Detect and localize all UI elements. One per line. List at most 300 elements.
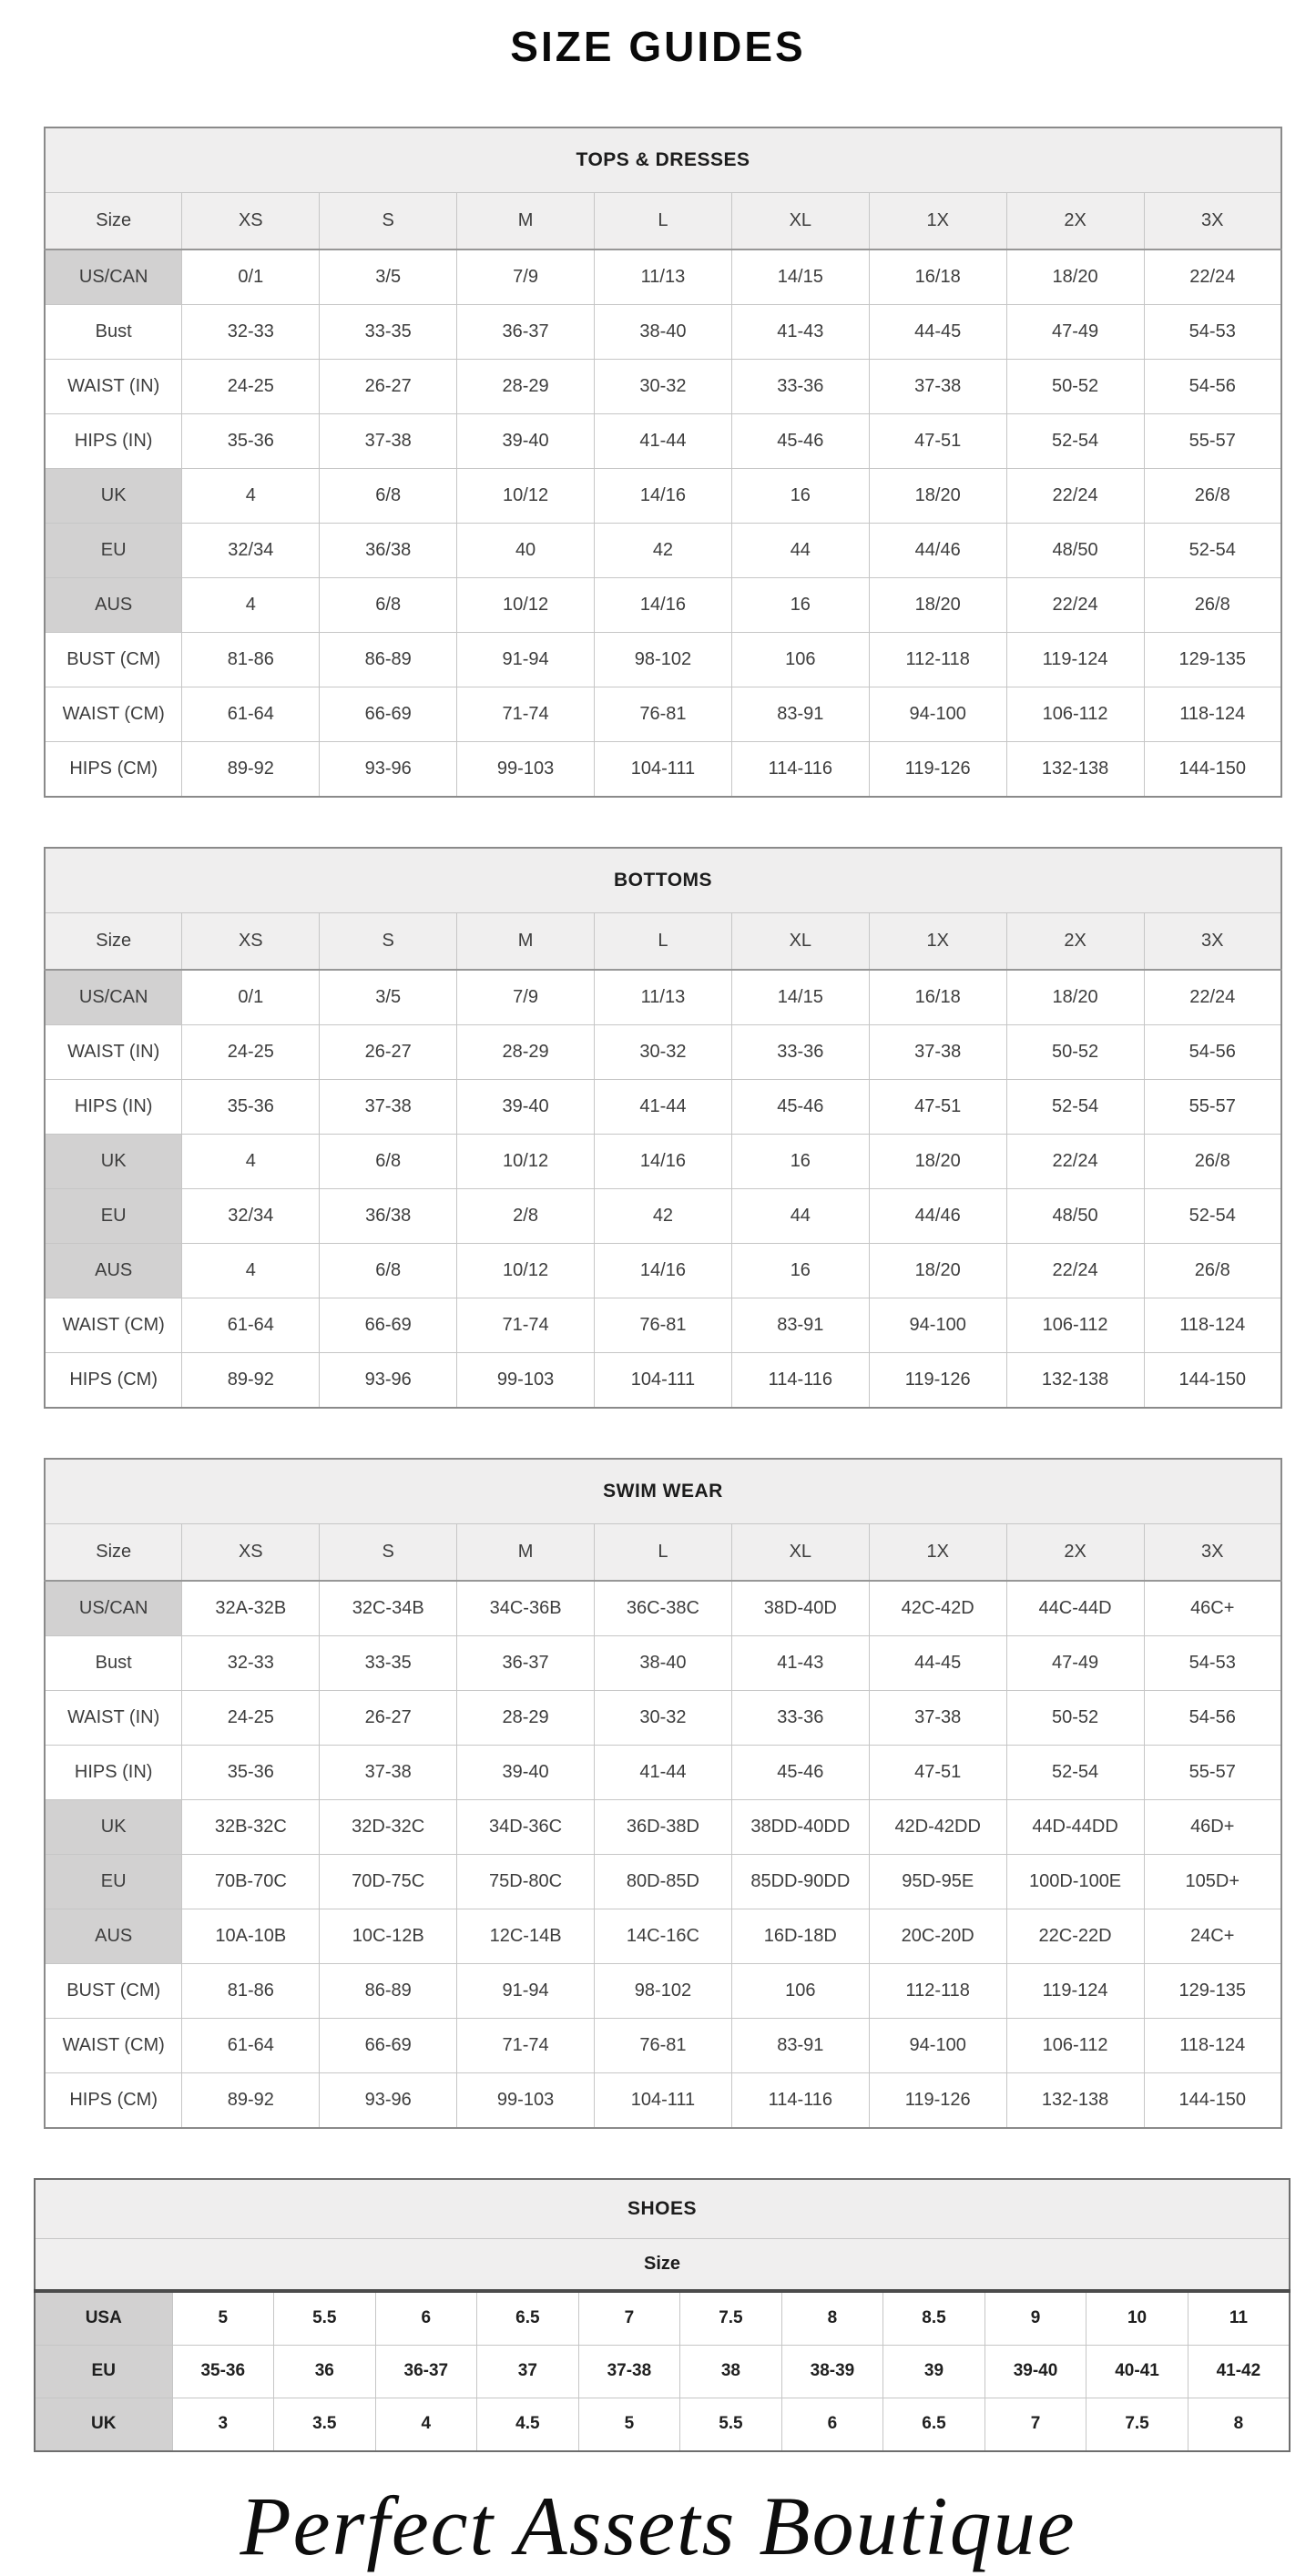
- value-cell: 35-36: [182, 413, 320, 468]
- value-cell: 44-45: [869, 304, 1006, 359]
- size-column-1x: 1X: [869, 1523, 1006, 1581]
- value-cell: 39-40: [984, 2345, 1086, 2398]
- table-title: SWIM WEAR: [45, 1459, 1281, 1524]
- value-cell: 10: [1086, 2291, 1188, 2346]
- row-label: WAIST (IN): [45, 359, 182, 413]
- value-cell: 50-52: [1006, 1690, 1144, 1745]
- value-cell: 33-35: [320, 1635, 457, 1690]
- value-cell: 37-38: [578, 2345, 680, 2398]
- value-cell: 44-45: [869, 1635, 1006, 1690]
- value-cell: 30-32: [595, 1690, 732, 1745]
- value-cell: 5.5: [274, 2291, 376, 2346]
- table-row-hips-in: [45, 1079, 1281, 1134]
- value-cell: 37-38: [869, 359, 1006, 413]
- size-column-m: M: [457, 912, 595, 970]
- table-row-uk: [45, 1799, 1281, 1854]
- value-cell: 44: [731, 523, 869, 577]
- value-cell: 6/8: [320, 468, 457, 523]
- value-cell: 22/24: [1006, 577, 1144, 632]
- value-cell: 18/20: [869, 577, 1006, 632]
- value-cell: 106-112: [1006, 687, 1144, 741]
- value-cell: 71-74: [457, 2018, 595, 2072]
- value-cell: 10/12: [457, 1243, 595, 1298]
- value-cell: 32-33: [182, 304, 320, 359]
- value-cell: 4: [182, 468, 320, 523]
- table-row-waist-cm: [45, 2018, 1281, 2072]
- value-cell: 89-92: [182, 2072, 320, 2128]
- value-cell: 11/13: [595, 970, 732, 1025]
- value-cell: 38-40: [595, 1635, 732, 1690]
- value-cell: 24-25: [182, 359, 320, 413]
- value-cell: 119-124: [1006, 632, 1144, 687]
- value-cell: 16: [731, 1134, 869, 1188]
- value-cell: 42D-42DD: [869, 1799, 1006, 1854]
- value-cell: 33-35: [320, 304, 457, 359]
- row-label: USA: [35, 2291, 172, 2346]
- value-cell: 24C+: [1144, 1909, 1281, 1963]
- size-column-s: S: [320, 192, 457, 249]
- table-row-aus: [45, 1243, 1281, 1298]
- row-label: BUST (CM): [45, 632, 182, 687]
- value-cell: 112-118: [869, 632, 1006, 687]
- value-cell: 34C-36B: [457, 1581, 595, 1636]
- value-cell: 132-138: [1006, 2072, 1144, 2128]
- table-row-bust: [45, 1635, 1281, 1690]
- value-cell: 104-111: [595, 2072, 732, 2128]
- value-cell: 114-116: [731, 2072, 869, 2128]
- value-cell: 76-81: [595, 2018, 732, 2072]
- value-cell: 129-135: [1144, 1963, 1281, 2018]
- value-cell: 8: [1188, 2398, 1290, 2451]
- value-cell: 89-92: [182, 1352, 320, 1408]
- value-cell: 37-38: [320, 413, 457, 468]
- row-label: HIPS (CM): [45, 1352, 182, 1408]
- row-label: EU: [45, 523, 182, 577]
- value-cell: 61-64: [182, 2018, 320, 2072]
- value-cell: 38D-40D: [731, 1581, 869, 1636]
- value-cell: 26-27: [320, 1024, 457, 1079]
- value-cell: 14/15: [731, 249, 869, 305]
- value-cell: 45-46: [731, 413, 869, 468]
- value-cell: 52-54: [1006, 1745, 1144, 1799]
- table-title-row: [45, 1459, 1281, 1524]
- value-cell: 52-54: [1144, 523, 1281, 577]
- size-column-m: M: [457, 192, 595, 249]
- value-cell: 11/13: [595, 249, 732, 305]
- value-cell: 26-27: [320, 1690, 457, 1745]
- value-cell: 41-44: [595, 1079, 732, 1134]
- value-cell: 16D-18D: [731, 1909, 869, 1963]
- table-row-hips-cm: [45, 2072, 1281, 2128]
- row-label: WAIST (CM): [45, 1298, 182, 1352]
- value-cell: 38-40: [595, 304, 732, 359]
- value-cell: 22/24: [1006, 1134, 1144, 1188]
- size-column-xs: XS: [182, 912, 320, 970]
- value-cell: 95D-95E: [869, 1854, 1006, 1909]
- size-header-row: [45, 912, 1281, 970]
- row-label: US/CAN: [45, 970, 182, 1025]
- size-column-l: L: [595, 912, 732, 970]
- value-cell: 81-86: [182, 1963, 320, 2018]
- value-cell: 54-56: [1144, 1690, 1281, 1745]
- table-row-waist-in: [45, 1690, 1281, 1745]
- value-cell: 18/20: [869, 1243, 1006, 1298]
- value-cell: 83-91: [731, 687, 869, 741]
- value-cell: 26/8: [1144, 577, 1281, 632]
- value-cell: 55-57: [1144, 1079, 1281, 1134]
- value-cell: 36-37: [375, 2345, 477, 2398]
- value-cell: 6/8: [320, 1134, 457, 1188]
- value-cell: 5: [578, 2398, 680, 2451]
- value-cell: 44D-44DD: [1006, 1799, 1144, 1854]
- value-cell: 114-116: [731, 1352, 869, 1408]
- value-cell: 106: [731, 632, 869, 687]
- value-cell: 7.5: [680, 2291, 782, 2346]
- value-cell: 39-40: [457, 1745, 595, 1799]
- row-label: EU: [45, 1188, 182, 1243]
- value-cell: 105D+: [1144, 1854, 1281, 1909]
- value-cell: 2/8: [457, 1188, 595, 1243]
- value-cell: 100D-100E: [1006, 1854, 1144, 1909]
- row-label: WAIST (CM): [45, 687, 182, 741]
- value-cell: 94-100: [869, 687, 1006, 741]
- value-cell: 32B-32C: [182, 1799, 320, 1854]
- row-label: UK: [35, 2398, 172, 2451]
- row-label: WAIST (IN): [45, 1024, 182, 1079]
- table-row-us-can: [45, 1581, 1281, 1636]
- value-cell: 144-150: [1144, 741, 1281, 797]
- value-cell: 66-69: [320, 2018, 457, 2072]
- value-cell: 41-43: [731, 1635, 869, 1690]
- value-cell: 4: [182, 1134, 320, 1188]
- value-cell: 6.5: [883, 2398, 985, 2451]
- size-column-2x: 2X: [1006, 1523, 1144, 1581]
- size-header-label: Size: [35, 2238, 1290, 2291]
- value-cell: 24-25: [182, 1024, 320, 1079]
- value-cell: 70B-70C: [182, 1854, 320, 1909]
- table-row-eu: [35, 2345, 1290, 2398]
- value-cell: 14/15: [731, 970, 869, 1025]
- value-cell: 45-46: [731, 1079, 869, 1134]
- value-cell: 42: [595, 1188, 732, 1243]
- row-label: Bust: [45, 304, 182, 359]
- table-row-eu: [45, 1854, 1281, 1909]
- value-cell: 4: [182, 577, 320, 632]
- row-label: WAIST (IN): [45, 1690, 182, 1745]
- value-cell: 14/16: [595, 468, 732, 523]
- value-cell: 44: [731, 1188, 869, 1243]
- size-column-xl: XL: [731, 192, 869, 249]
- value-cell: 36-37: [457, 304, 595, 359]
- value-cell: 16/18: [869, 970, 1006, 1025]
- value-cell: 39: [883, 2345, 985, 2398]
- size-header-label: Size: [45, 1523, 182, 1581]
- table-row-aus: [45, 577, 1281, 632]
- value-cell: 4: [375, 2398, 477, 2451]
- value-cell: 10C-12B: [320, 1909, 457, 1963]
- value-cell: 24-25: [182, 1690, 320, 1745]
- value-cell: 104-111: [595, 1352, 732, 1408]
- size-column-xs: XS: [182, 192, 320, 249]
- size-header-label: Size: [45, 192, 182, 249]
- table-row-hips-cm: [45, 741, 1281, 797]
- value-cell: 32/34: [182, 1188, 320, 1243]
- value-cell: 3/5: [320, 970, 457, 1025]
- value-cell: 4: [182, 1243, 320, 1298]
- row-label: EU: [45, 1854, 182, 1909]
- value-cell: 118-124: [1144, 2018, 1281, 2072]
- value-cell: 26/8: [1144, 1134, 1281, 1188]
- row-label: AUS: [45, 1243, 182, 1298]
- value-cell: 0/1: [182, 970, 320, 1025]
- row-label: UK: [45, 1134, 182, 1188]
- value-cell: 132-138: [1006, 741, 1144, 797]
- value-cell: 6.5: [477, 2291, 579, 2346]
- value-cell: 28-29: [457, 1690, 595, 1745]
- value-cell: 36-37: [457, 1635, 595, 1690]
- value-cell: 7: [578, 2291, 680, 2346]
- value-cell: 10/12: [457, 577, 595, 632]
- size-column-l: L: [595, 192, 732, 249]
- size-header-label: Size: [45, 912, 182, 970]
- value-cell: 66-69: [320, 687, 457, 741]
- value-cell: 26-27: [320, 359, 457, 413]
- table-row-aus: [45, 1909, 1281, 1963]
- value-cell: 42: [595, 523, 732, 577]
- value-cell: 52-54: [1006, 1079, 1144, 1134]
- row-label: US/CAN: [45, 1581, 182, 1636]
- size-table-swim-wear: [44, 1458, 1282, 2129]
- row-label: WAIST (CM): [45, 2018, 182, 2072]
- value-cell: 39-40: [457, 413, 595, 468]
- row-label: EU: [35, 2345, 172, 2398]
- value-cell: 99-103: [457, 741, 595, 797]
- value-cell: 10/12: [457, 468, 595, 523]
- table-title: BOTTOMS: [45, 848, 1281, 913]
- row-label: AUS: [45, 1909, 182, 1963]
- value-cell: 32/34: [182, 523, 320, 577]
- value-cell: 99-103: [457, 1352, 595, 1408]
- row-label: Bust: [45, 1635, 182, 1690]
- value-cell: 94-100: [869, 2018, 1006, 2072]
- value-cell: 70D-75C: [320, 1854, 457, 1909]
- size-header-row: [45, 1523, 1281, 1581]
- value-cell: 47-51: [869, 413, 1006, 468]
- size-column-3x: 3X: [1144, 1523, 1281, 1581]
- value-cell: 80D-85D: [595, 1854, 732, 1909]
- value-cell: 10/12: [457, 1134, 595, 1188]
- row-label: HIPS (CM): [45, 2072, 182, 2128]
- value-cell: 44C-44D: [1006, 1581, 1144, 1636]
- value-cell: 39-40: [457, 1079, 595, 1134]
- value-cell: 35-36: [182, 1079, 320, 1134]
- value-cell: 14/16: [595, 1243, 732, 1298]
- value-cell: 119-126: [869, 741, 1006, 797]
- value-cell: 46D+: [1144, 1799, 1281, 1854]
- size-column-3x: 3X: [1144, 912, 1281, 970]
- table-row-uk: [35, 2398, 1290, 2451]
- value-cell: 18/20: [869, 1134, 1006, 1188]
- value-cell: 76-81: [595, 1298, 732, 1352]
- value-cell: 42C-42D: [869, 1581, 1006, 1636]
- value-cell: 144-150: [1144, 1352, 1281, 1408]
- value-cell: 18/20: [1006, 249, 1144, 305]
- value-cell: 18/20: [869, 468, 1006, 523]
- value-cell: 112-118: [869, 1963, 1006, 2018]
- value-cell: 37-38: [869, 1690, 1006, 1745]
- value-cell: 66-69: [320, 1298, 457, 1352]
- value-cell: 83-91: [731, 2018, 869, 2072]
- value-cell: 76-81: [595, 687, 732, 741]
- value-cell: 118-124: [1144, 687, 1281, 741]
- value-cell: 98-102: [595, 632, 732, 687]
- value-cell: 129-135: [1144, 632, 1281, 687]
- size-column-m: M: [457, 1523, 595, 1581]
- size-column-2x: 2X: [1006, 912, 1144, 970]
- value-cell: 54-56: [1144, 1024, 1281, 1079]
- size-column-3x: 3X: [1144, 192, 1281, 249]
- value-cell: 22C-22D: [1006, 1909, 1144, 1963]
- value-cell: 37-38: [320, 1079, 457, 1134]
- value-cell: 86-89: [320, 632, 457, 687]
- value-cell: 85DD-90DD: [731, 1854, 869, 1909]
- value-cell: 118-124: [1144, 1298, 1281, 1352]
- value-cell: 36D-38D: [595, 1799, 732, 1854]
- value-cell: 41-44: [595, 413, 732, 468]
- size-guide-tables: [0, 127, 1316, 2452]
- table-row-uk: [45, 468, 1281, 523]
- value-cell: 41-43: [731, 304, 869, 359]
- size-column-1x: 1X: [869, 192, 1006, 249]
- row-label: AUS: [45, 577, 182, 632]
- size-header-row: [35, 2238, 1290, 2291]
- value-cell: 32C-34B: [320, 1581, 457, 1636]
- value-cell: 34D-36C: [457, 1799, 595, 1854]
- row-label: HIPS (IN): [45, 1745, 182, 1799]
- row-label: UK: [45, 468, 182, 523]
- size-column-l: L: [595, 1523, 732, 1581]
- size-table-tops-dresses: [44, 127, 1282, 798]
- value-cell: 10A-10B: [182, 1909, 320, 1963]
- value-cell: 28-29: [457, 1024, 595, 1079]
- value-cell: 6: [781, 2398, 883, 2451]
- value-cell: 40: [457, 523, 595, 577]
- value-cell: 28-29: [457, 359, 595, 413]
- table-title: TOPS & DRESSES: [45, 127, 1281, 193]
- value-cell: 32-33: [182, 1635, 320, 1690]
- row-label: HIPS (CM): [45, 741, 182, 797]
- value-cell: 89-92: [182, 741, 320, 797]
- value-cell: 16/18: [869, 249, 1006, 305]
- value-cell: 14C-16C: [595, 1909, 732, 1963]
- value-cell: 98-102: [595, 1963, 732, 2018]
- value-cell: 106-112: [1006, 1298, 1144, 1352]
- row-label: US/CAN: [45, 249, 182, 305]
- table-title-row: [35, 2179, 1290, 2239]
- value-cell: 119-126: [869, 1352, 1006, 1408]
- value-cell: 50-52: [1006, 359, 1144, 413]
- table-title: SHOES: [35, 2179, 1290, 2239]
- row-label: HIPS (IN): [45, 413, 182, 468]
- value-cell: 47-49: [1006, 304, 1144, 359]
- value-cell: 6/8: [320, 577, 457, 632]
- value-cell: 33-36: [731, 1690, 869, 1745]
- table-row-uk: [45, 1134, 1281, 1188]
- table-row-hips-cm: [45, 1352, 1281, 1408]
- value-cell: 41-44: [595, 1745, 732, 1799]
- table-row-waist-in: [45, 359, 1281, 413]
- value-cell: 22/24: [1006, 1243, 1144, 1298]
- value-cell: 52-54: [1006, 413, 1144, 468]
- size-column-s: S: [320, 912, 457, 970]
- value-cell: 93-96: [320, 1352, 457, 1408]
- table-row-hips-in: [45, 1745, 1281, 1799]
- value-cell: 16: [731, 1243, 869, 1298]
- value-cell: 4.5: [477, 2398, 579, 2451]
- value-cell: 144-150: [1144, 2072, 1281, 2128]
- value-cell: 36C-38C: [595, 1581, 732, 1636]
- value-cell: 40-41: [1086, 2345, 1188, 2398]
- value-cell: 83-91: [731, 1298, 869, 1352]
- value-cell: 6/8: [320, 1243, 457, 1298]
- size-table-shoes: [34, 2178, 1290, 2452]
- value-cell: 5: [172, 2291, 274, 2346]
- value-cell: 33-36: [731, 359, 869, 413]
- value-cell: 91-94: [457, 1963, 595, 2018]
- value-cell: 35-36: [182, 1745, 320, 1799]
- value-cell: 38-39: [781, 2345, 883, 2398]
- value-cell: 114-116: [731, 741, 869, 797]
- value-cell: 54-53: [1144, 304, 1281, 359]
- value-cell: 9: [984, 2291, 1086, 2346]
- value-cell: 106-112: [1006, 2018, 1144, 2072]
- value-cell: 3: [172, 2398, 274, 2451]
- value-cell: 54-56: [1144, 359, 1281, 413]
- value-cell: 119-124: [1006, 1963, 1144, 2018]
- value-cell: 33-36: [731, 1024, 869, 1079]
- value-cell: 93-96: [320, 741, 457, 797]
- value-cell: 132-138: [1006, 1352, 1144, 1408]
- value-cell: 104-111: [595, 741, 732, 797]
- page-title: SIZE GUIDES: [510, 23, 806, 70]
- value-cell: 45-46: [731, 1745, 869, 1799]
- value-cell: 36: [274, 2345, 376, 2398]
- size-column-xl: XL: [731, 912, 869, 970]
- value-cell: 16: [731, 468, 869, 523]
- value-cell: 38: [680, 2345, 782, 2398]
- size-header-row: [45, 192, 1281, 249]
- value-cell: 6: [375, 2291, 477, 2346]
- size-column-2x: 2X: [1006, 192, 1144, 249]
- value-cell: 30-32: [595, 1024, 732, 1079]
- value-cell: 12C-14B: [457, 1909, 595, 1963]
- value-cell: 36/38: [320, 523, 457, 577]
- table-row-waist-cm: [45, 1298, 1281, 1352]
- value-cell: 41-42: [1188, 2345, 1290, 2398]
- value-cell: 81-86: [182, 632, 320, 687]
- table-row-waist-cm: [45, 687, 1281, 741]
- size-column-1x: 1X: [869, 912, 1006, 970]
- value-cell: 37: [477, 2345, 579, 2398]
- value-cell: 36/38: [320, 1188, 457, 1243]
- value-cell: 5.5: [680, 2398, 782, 2451]
- table-title-row: [45, 848, 1281, 913]
- row-label: BUST (CM): [45, 1963, 182, 2018]
- table-row-bust-cm: [45, 632, 1281, 687]
- value-cell: 7/9: [457, 970, 595, 1025]
- brand-signature: Perfect Assets Boutique: [240, 2479, 1076, 2572]
- value-cell: 47-51: [869, 1079, 1006, 1134]
